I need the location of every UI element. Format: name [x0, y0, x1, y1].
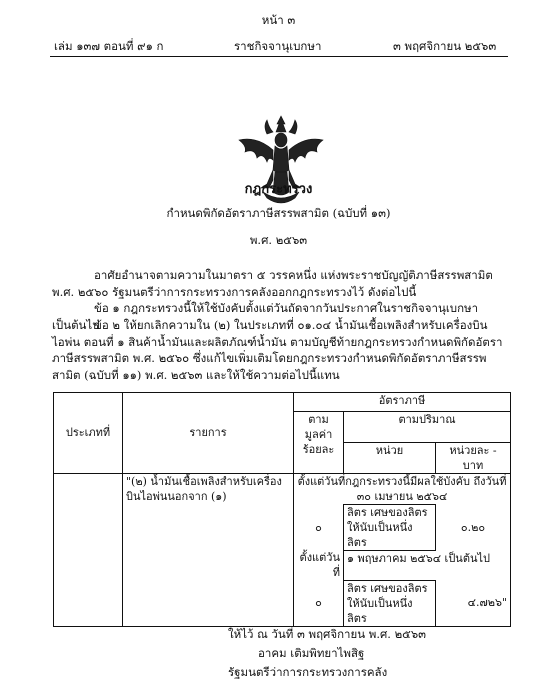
- volume-issue: เล่ม ๑๓๗ ตอนที่ ๙๑ ก: [54, 39, 164, 53]
- header-item: รายการ: [123, 393, 294, 474]
- header-per-unit: หน่วยละ - บาท: [436, 442, 511, 473]
- clause-1: ข้อ ๑ กฎกระทรวงนี้ให้ใช้บังคับตั้งแต่วันถัดจากวันประกาศในราชกิจจานุเบกษาเป็นต้นไป: [52, 301, 479, 332]
- document-subject: กำหนดพิกัดอัตราภาษีสรรพสามิต (ฉบับที่ ๑๓): [166, 206, 391, 220]
- header-specific: ตามปริมาณ: [344, 412, 511, 443]
- gazette-date: ๓ พฤศจิกายน ๒๕๖๓: [393, 39, 497, 53]
- signing-date: ให้ไว้ ณ วันที่ ๓ พฤศจิกายน พ.ศ. ๒๕๖๓: [228, 627, 427, 641]
- header-unit: หน่วย: [344, 442, 436, 473]
- item-cell: "(๒) น้ำมันเชื้อเพลิงสำหรับเครื่องบินไอพ่นนอกจาก (๑): [123, 473, 294, 626]
- period2-percent: ๐: [294, 580, 344, 626]
- period1-percent: ๐: [294, 504, 344, 550]
- gazette-title: ราชกิจจานุเบกษา: [234, 39, 322, 53]
- header-percent: ร้อยละ: [294, 442, 344, 473]
- category-cell: [54, 473, 123, 626]
- period2-label: ๑ พฤษภาคม ๒๕๖๔ เป็นต้นไป: [344, 550, 511, 580]
- period1-unit: ลิตร เศษของลิตรให้นับเป็นหนึ่งลิตร: [344, 504, 436, 550]
- signatory-position: รัฐมนตรีว่าการกระทรวงการคลัง: [228, 665, 388, 679]
- tax-rate-table: [53, 392, 511, 627]
- period2-rate: ๔.๗๒๖": [436, 580, 511, 626]
- signatory-name: อาคม เติมพิทยาไพสิฐ: [258, 646, 365, 660]
- intro-paragraph: อาศัยอำนาจตามความในมาตรา ๕ วรรคหนึ่ง แห่งพระราชบัญญัติภาษีสรรพสามิต พ.ศ. ๒๕๖๐ รัฐมนตรีว่าการกระทรวงการคลังออกกฎกระทรวงไว้ ดังต่อไปนี้: [52, 268, 493, 299]
- period2-label-prefix: ตั้งแต่วันที่: [294, 550, 344, 580]
- header-tax-rate: อัตราภาษี: [294, 393, 511, 412]
- clause-2: ข้อ ๒ ให้ยกเลิกความใน (๒) ในประเภทที่ ๐๑.๐๔ น้ำมันเชื้อเพลิงสำหรับเครื่องบินไอพ่น ตอนที่ ๑ สินค้าน้ำมันและผลิตภัณฑ์น้ำมัน ตามบัญชีท้ายกฎกระทรวงกำหนดพิกัดอัตราภาษีสรรพสามิต พ.ศ. ๒๕๖๐ ซึ่งแก้ไขเพิ่มเติมโดยกฎกระทรวงกำหนดพิกัดอัตราภาษีสรรพสามิต (ฉบับที่ ๑๑) พ.ศ. ๒๕๖๓ และให้ใช้ความต่อไปนี้แทน: [52, 318, 503, 382]
- period1-label: ตั้งแต่วันที่กฎกระทรวงนี้มีผลใช้บังคับ ถึงวันที่ ๓๐ เมษายน ๒๕๖๔: [294, 473, 511, 504]
- period1-rate: ๐.๒๐: [436, 504, 511, 550]
- period2-unit: ลิตร เศษของลิตรให้นับเป็นหนึ่งลิตร: [344, 580, 436, 626]
- header-rule: [50, 56, 508, 57]
- header-ad-valorem: ตามมูลค่า: [294, 412, 344, 443]
- document-year: พ.ศ. ๒๕๖๓: [249, 233, 308, 247]
- page-number: หน้า ๓: [261, 13, 296, 27]
- document-type: กฎกระทรวง: [244, 182, 313, 197]
- header-category: ประเภทที่: [54, 393, 123, 474]
